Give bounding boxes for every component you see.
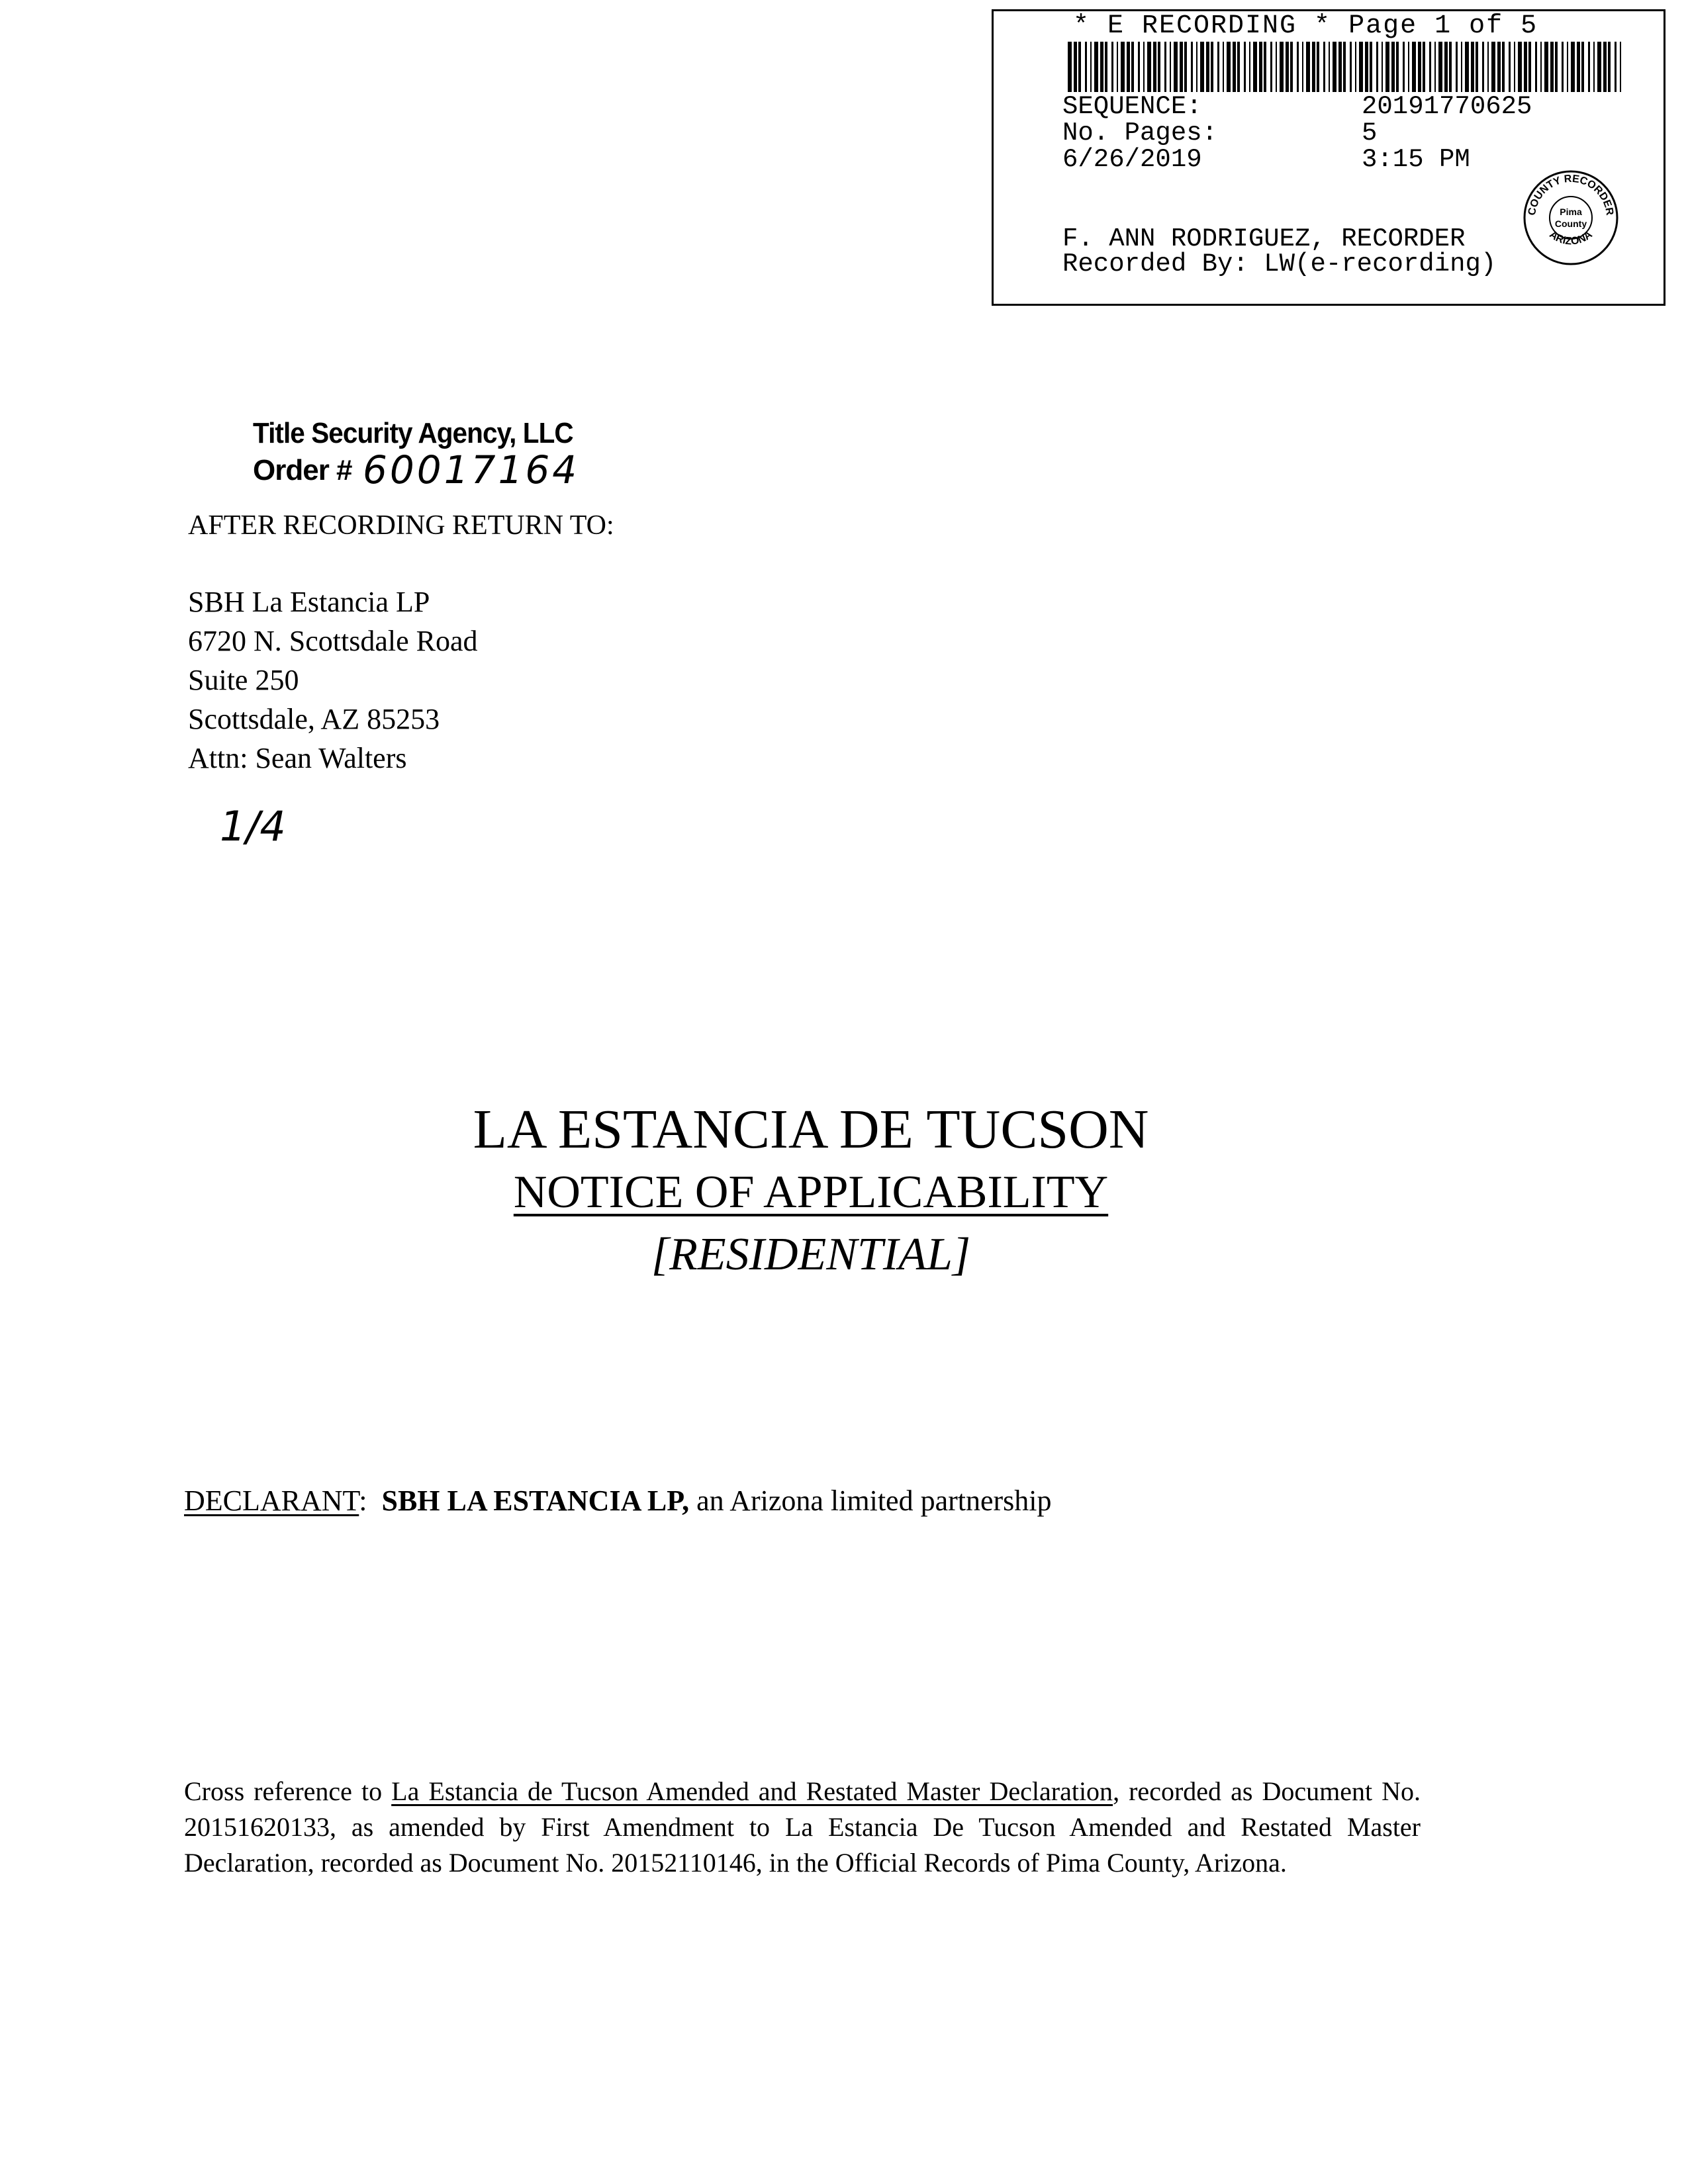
return-to-label: AFTER RECORDING RETURN TO: bbox=[188, 510, 614, 541]
county-seal bbox=[1522, 169, 1620, 267]
return-address-line: SBH La Estancia LP bbox=[188, 586, 430, 618]
recording-stamp bbox=[992, 9, 1665, 306]
declarant-description: an Arizona limited partnership bbox=[696, 1484, 1052, 1517]
pages-label: No. Pages: bbox=[1062, 118, 1218, 148]
seal-bottom-text: ARIZONA bbox=[1547, 228, 1595, 248]
recording-time: 3:15 PM bbox=[1362, 145, 1470, 174]
cross-reference-rest: , recorded as Document No. 20151620133, as amended by First Amendment to La Estancia De Tucson Amended and Restated Master Declaration, recorded as Document No. 20152110146, in the Official Records of Pima County, Arizona. bbox=[184, 1776, 1421, 1878]
cross-reference-prefix: Cross reference to bbox=[184, 1776, 383, 1806]
return-address-line: 6720 N. Scottsdale Road bbox=[188, 625, 478, 657]
order-label: Order # bbox=[253, 454, 352, 486]
svg-text:ARIZONA bbox=[1547, 229, 1595, 248]
return-address-line: Attn: Sean Walters bbox=[188, 742, 407, 774]
recorder-name: F. ANN RODRIGUEZ, RECORDER bbox=[1062, 224, 1466, 253]
handwritten-page-mark: 1/4 bbox=[220, 802, 286, 850]
declarant-name: SBH LA ESTANCIA LP, bbox=[381, 1484, 690, 1517]
document-subtitle-text: NOTICE OF APPLICABILITY bbox=[513, 1167, 1109, 1218]
sequence-label: SEQUENCE: bbox=[1062, 92, 1202, 121]
stamp-header: * E RECORDING * Page 1 of 5 bbox=[1073, 11, 1538, 41]
pages-value: 5 bbox=[1362, 118, 1378, 148]
return-address-line: Suite 250 bbox=[188, 664, 299, 696]
recorded-by: Recorded By: LW(e-recording) bbox=[1062, 250, 1497, 279]
barcode bbox=[1068, 42, 1624, 92]
seal-outer-text: COUNTY RECORDER bbox=[1526, 173, 1616, 216]
sequence-value: 20191770625 bbox=[1362, 92, 1532, 121]
declarant-line: DECLARANT: SBH LA ESTANCIA LP, an Arizona limited partnership bbox=[184, 1484, 1052, 1517]
recording-date: 6/26/2019 bbox=[1062, 145, 1202, 174]
document-subtitle bbox=[0, 1166, 1622, 1219]
cross-reference-paragraph bbox=[184, 1774, 1421, 1881]
declarant-label: DECLARANT bbox=[184, 1484, 359, 1517]
document-type: [RESIDENTIAL] bbox=[651, 1229, 971, 1280]
cross-reference-document-title: La Estancia de Tucson Amended and Restated Master Declaration bbox=[391, 1776, 1113, 1806]
title-agency-stamp: Title Security Agency, LLC bbox=[253, 417, 573, 449]
seal-inner-text-2: County bbox=[1554, 218, 1587, 229]
document-title: LA ESTANCIA DE TUCSON bbox=[473, 1099, 1149, 1160]
seal-inner-text-1: Pima bbox=[1560, 206, 1582, 217]
return-address-line: Scottsdale, AZ 85253 bbox=[188, 703, 440, 735]
handwritten-order-number: 60017164 bbox=[363, 447, 580, 492]
